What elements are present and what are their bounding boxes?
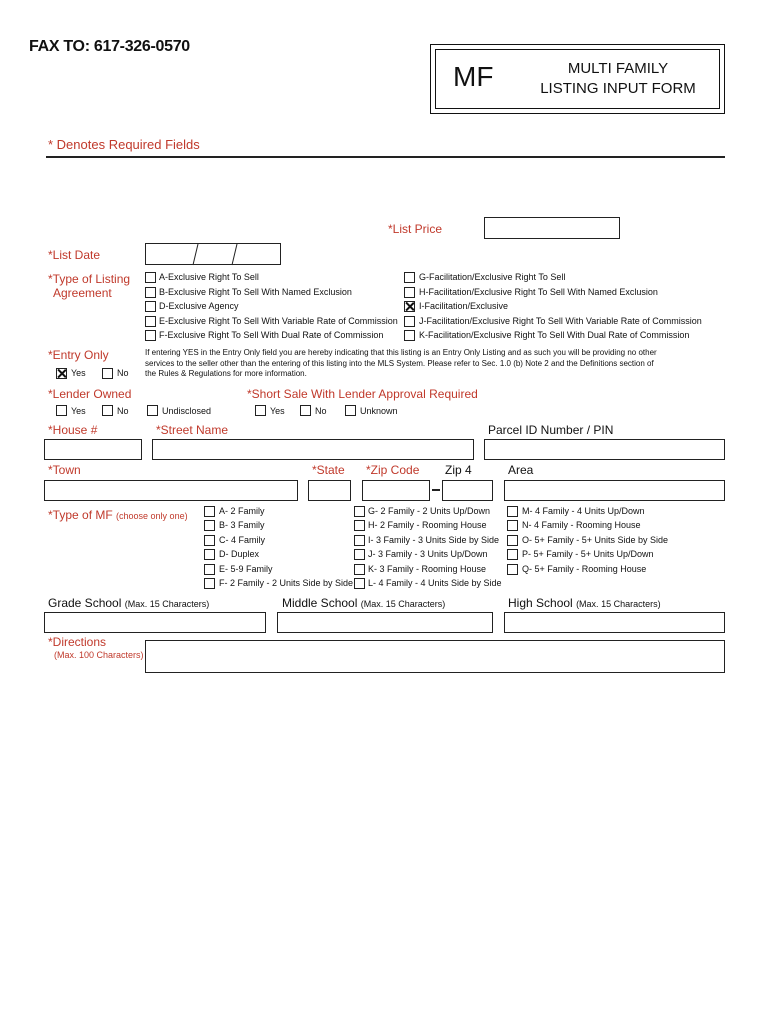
form-title-box: [430, 44, 725, 114]
mf-type-n-checkbox[interactable]: [507, 520, 518, 531]
short-sale-unknown-checkbox[interactable]: [345, 405, 356, 416]
required-note: * Denotes Required Fields: [48, 137, 200, 152]
zip-code-label: *Zip Code: [366, 463, 420, 477]
area-label: Area: [508, 463, 534, 477]
state-label: *State: [312, 463, 345, 477]
mf-type-l-checkbox[interactable]: [354, 578, 365, 589]
mf-type-o-label: O- 5+ Family - 5+ Units Side by Side: [522, 535, 669, 545]
mf-type-j-label: J- 3 Family - 3 Units Up/Down: [368, 549, 488, 559]
list-date-input[interactable]: [145, 243, 281, 265]
listing-type-e-checkbox[interactable]: [145, 316, 156, 327]
type-of-mf-label: *Type of MF (choose only one): [48, 508, 188, 522]
directions-input[interactable]: [145, 640, 725, 673]
listing-type-d-label: D-Exclusive Agency: [159, 301, 239, 311]
middle-school-input[interactable]: [277, 612, 493, 633]
listing-type-i-checkbox[interactable]: [404, 301, 415, 312]
house-number-input[interactable]: [44, 439, 142, 460]
entry-only-label: *Entry Only: [48, 348, 109, 362]
mf-type-c-checkbox[interactable]: [204, 535, 215, 546]
listing-type-j-checkbox[interactable]: [404, 316, 415, 327]
zip-dash: [432, 489, 440, 491]
short-sale-no-checkbox[interactable]: [300, 405, 311, 416]
lender-owned-undisclosed-label: Undisclosed: [162, 406, 212, 416]
high-school-input[interactable]: [504, 612, 725, 633]
mf-type-q-label: Q- 5+ Family - Rooming House: [522, 564, 647, 574]
lender-owned-yes-checkbox[interactable]: [56, 405, 67, 416]
short-sale-yes-label: Yes: [270, 406, 285, 416]
mf-type-a-checkbox[interactable]: [204, 506, 215, 517]
mf-type-d-label: D- Duplex: [219, 549, 260, 559]
town-label: *Town: [48, 463, 81, 477]
listing-type-e-label: E-Exclusive Right To Sell With Variable Rate of Commission: [159, 316, 398, 326]
middle-school-label: Middle School (Max. 15 Characters): [282, 596, 446, 610]
listing-type-i-label: I-Facilitation/Exclusive: [419, 301, 509, 311]
list-price-input[interactable]: [484, 217, 620, 239]
listing-type-f-label: F-Exclusive Right To Sell With Dual Rate of Commission: [159, 330, 384, 340]
short-sale-no-label: No: [315, 406, 327, 416]
listing-type-h-label: H-Facilitation/Exclusive Right To Sell With Named Exclusion: [419, 287, 658, 297]
lender-owned-label: *Lender Owned: [48, 387, 132, 401]
parcel-id-label: Parcel ID Number / PIN: [488, 423, 614, 437]
lender-owned-no-checkbox[interactable]: [102, 405, 113, 416]
listing-type-d-checkbox[interactable]: [145, 301, 156, 312]
state-input[interactable]: [308, 480, 351, 501]
short-sale-unknown-label: Unknown: [360, 406, 398, 416]
mf-type-m-label: M- 4 Family - 4 Units Up/Down: [522, 506, 645, 516]
mf-type-g-label: G- 2 Family - 2 Units Up/Down: [368, 506, 491, 516]
entry-only-no-label: No: [117, 368, 129, 378]
listing-type-a-label: A-Exclusive Right To Sell: [159, 272, 259, 282]
area-input[interactable]: [504, 480, 725, 501]
listing-type-h-checkbox[interactable]: [404, 287, 415, 298]
listing-type-g-checkbox[interactable]: [404, 272, 415, 283]
listing-type-g-label: G-Facilitation/Exclusive Right To Sell: [419, 272, 566, 282]
mf-type-m-checkbox[interactable]: [507, 506, 518, 517]
mf-type-e-checkbox[interactable]: [204, 564, 215, 575]
short-sale-yes-checkbox[interactable]: [255, 405, 266, 416]
mf-type-n-label: N- 4 Family - Rooming House: [522, 520, 641, 530]
directions-hint: (Max. 100 Characters): [54, 650, 144, 660]
lender-owned-yes-label: Yes: [71, 406, 86, 416]
high-school-label: High School (Max. 15 Characters): [508, 596, 661, 610]
mf-type-j-checkbox[interactable]: [354, 549, 365, 560]
listing-type-k-checkbox[interactable]: [404, 330, 415, 341]
list-price-label: *List Price: [388, 222, 443, 236]
mf-type-o-checkbox[interactable]: [507, 535, 518, 546]
mf-type-k-label: K- 3 Family - Rooming House: [368, 564, 487, 574]
listing-type-k-label: K-Facilitation/Exclusive Right To Sell With Dual Rate of Commission: [419, 330, 690, 340]
mf-type-e-label: E- 5-9 Family: [219, 564, 273, 574]
list-date-label: *List Date: [48, 248, 101, 262]
lender-owned-no-label: No: [117, 406, 129, 416]
grade-school-input[interactable]: [44, 612, 266, 633]
header-divider: [46, 156, 725, 158]
form-code: MF: [453, 61, 494, 92]
mf-type-h-label: H- 2 Family - Rooming House: [368, 520, 487, 530]
town-input[interactable]: [44, 480, 298, 501]
street-name-label: *Street Name: [156, 423, 229, 437]
listing-type-a-checkbox[interactable]: [145, 272, 156, 283]
directions-label: *Directions: [48, 635, 107, 649]
mf-type-c-label: C- 4 Family: [219, 535, 266, 545]
fax-number: FAX TO: 617-326-0570: [29, 38, 190, 55]
mf-type-l-label: L- 4 Family - 4 Units Side by Side: [368, 578, 502, 588]
listing-type-j-label: J-Facilitation/Exclusive Right To Sell With Variable Rate of Commission: [419, 316, 702, 326]
mf-type-f-label: F- 2 Family - 2 Units Side by Side: [219, 578, 354, 588]
lender-owned-undisclosed-checkbox[interactable]: [147, 405, 158, 416]
listing-type-b-label: B-Exclusive Right To Sell With Named Exclusion: [159, 287, 352, 297]
listing-type-f-checkbox[interactable]: [145, 330, 156, 341]
short-sale-label: *Short Sale With Lender Approval Required: [247, 387, 478, 401]
listing-type-b-checkbox[interactable]: [145, 287, 156, 298]
mf-type-i-label: I- 3 Family - 3 Units Side by Side: [368, 535, 500, 545]
entry-only-yes-checkbox[interactable]: [56, 368, 67, 379]
street-name-input[interactable]: [152, 439, 474, 460]
mf-type-p-checkbox[interactable]: [507, 549, 518, 560]
mf-type-b-label: B- 3 Family: [219, 520, 265, 530]
entry-only-yes-label: Yes: [71, 368, 86, 378]
parcel-id-input[interactable]: [484, 439, 725, 460]
form-title-line1: MULTI FAMILY: [567, 60, 669, 77]
mf-type-p-label: P- 5+ Family - 5+ Units Up/Down: [522, 549, 654, 559]
mf-type-k-checkbox[interactable]: [354, 564, 365, 575]
mf-type-d-checkbox[interactable]: [204, 549, 215, 560]
mf-type-i-checkbox[interactable]: [354, 535, 365, 546]
entry-only-no-checkbox[interactable]: [102, 368, 113, 379]
mf-type-h-checkbox[interactable]: [354, 520, 365, 531]
house-number-label: *House #: [48, 423, 98, 437]
type-of-listing-label: *Type of Listing Agreement: [48, 272, 131, 300]
grade-school-label: Grade School (Max. 15 Characters): [48, 596, 210, 610]
mf-type-b-checkbox[interactable]: [204, 520, 215, 531]
entry-only-note: If entering YES in the Entry Only field you are hereby indicating that this listing is an Entry Only Listing and as such you will be providing no other services to the seller other than the entering of this listing into the MLS System. Please refer to Sec. 1.0 (b) Note 2 and the Definitions section of the Rules & Regulations for more information.: [145, 348, 657, 378]
mf-type-a-label: A- 2 Family: [219, 506, 265, 516]
zip-code-input[interactable]: [362, 480, 430, 501]
zip4-input[interactable]: [442, 480, 493, 501]
zip4-label: Zip 4: [445, 463, 472, 477]
form-title-line2: LISTING INPUT FORM: [540, 80, 696, 97]
mf-type-q-checkbox[interactable]: [507, 564, 518, 575]
mf-type-f-checkbox[interactable]: [204, 578, 215, 589]
mf-type-g-checkbox[interactable]: [354, 506, 365, 517]
